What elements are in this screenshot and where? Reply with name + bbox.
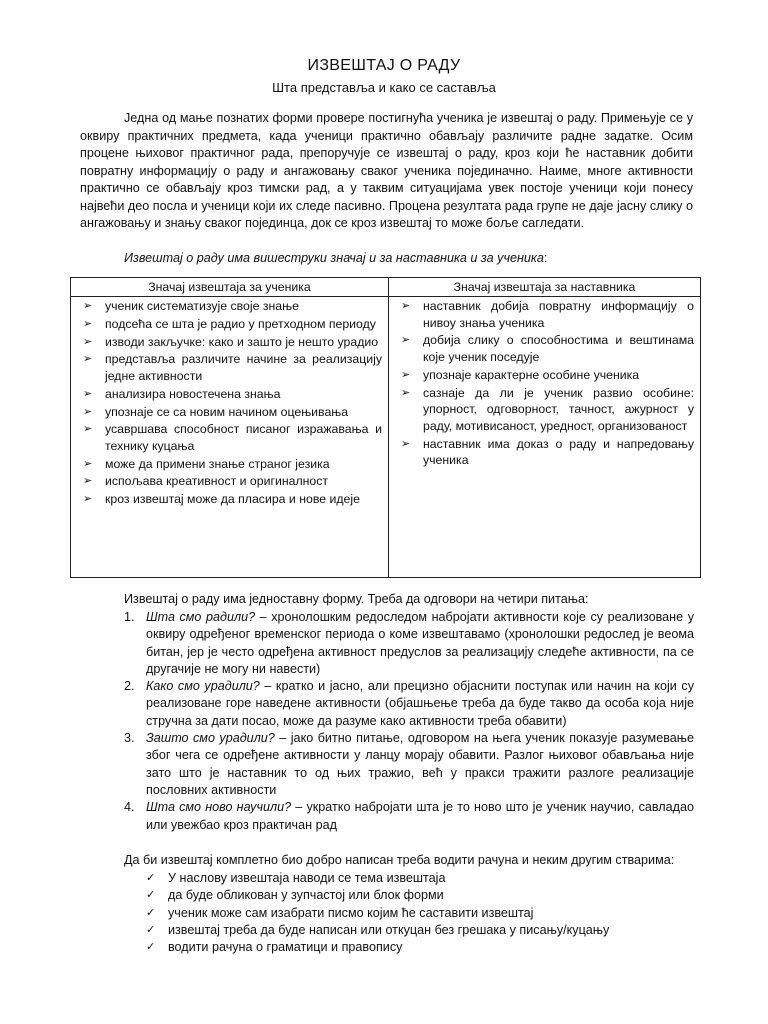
intro-paragraph: Једна од мање познатих форми провере постигнућа ученика је извештај о раду. Примењује се у оквиру практичних предмета, када ученици практично обављају различите радне задатке. Осим процене њиховог практичног рада, препоручује се извештај о раду, кроз који ће наставник добити повратну информацију о раду и ангажовању сваког ученика појединачно. Наиме, многе активности практично се обављају кроз тимски рад, а у таквим ситуацијама увек постоје ученици који понесу највећи део посла и ученици који их следе пасивно. Процена резултата рада групе не даје јасну слику о ангажовању и знању сваког појединца, док се кроз извештај то може боље сагледати.	[80, 111, 693, 230]
teacher-item-text: добија слику о способностима и вештинама које ученик поседује	[423, 333, 694, 364]
checkmark-icon: ✓	[146, 906, 156, 919]
table-intro-colon: :	[543, 251, 548, 265]
question-description: – хронолошким редоследом набројати активности које су реализоване у оквиру одређеног временског периода о коме извештавамо (хронолошки редослед је веома битан, јер је често одређена активност предуслов за реализацију следеће активности, па се другачије не могу ни навести)	[146, 610, 694, 676]
student-item	[75, 491, 382, 508]
header-student: Значај извештаја за ученика	[71, 278, 389, 297]
student-item-text: анализира новостечена знања	[105, 386, 281, 401]
check-item	[146, 905, 666, 922]
document-subtitle: Шта представља и како се саставља	[272, 80, 496, 95]
teacher-item	[393, 298, 694, 331]
question-description: – јако битно питање, одговором на њега ученик показује разумевање због чега се одређене активности у ланцу морају обавити. Разлог њиховог обављања није зато што је наставник то од њих тражио, већ у пракси тражити разлоге реализације пословних активности	[146, 731, 695, 797]
student-item-text: ученик систематизује своје знање	[105, 299, 299, 313]
check-item	[146, 939, 666, 956]
arrow-bullet-icon: ➢	[83, 300, 93, 312]
student-item-text: изводи закључке: како и зашто је нешто урадио	[105, 334, 379, 349]
arrow-bullet-icon: ➢	[83, 387, 93, 400]
student-column	[71, 297, 389, 578]
closing-intro-text: Да би извештај комплетно био добро написан треба водити рачуна и неким другим стварима:	[124, 853, 675, 867]
check-item	[146, 922, 666, 939]
question-number: 2.	[124, 679, 135, 694]
question-description: – укратко набројати шта је то ново што је ученик научио, савладао или увежбао кроз практичан рад	[146, 800, 694, 832]
document-title: ИЗВЕШТАЈ О РАДУ	[307, 57, 461, 74]
student-item	[75, 298, 382, 315]
arrow-bullet-icon: ➢	[83, 493, 93, 506]
teacher-column	[389, 297, 701, 578]
table-body-row	[71, 297, 701, 578]
question-item	[124, 609, 694, 678]
question-label: Шта смо радили?	[146, 610, 256, 624]
question-number: 3.	[124, 731, 135, 746]
form-intro-text: Извештај о раду има једноставну форму. Треба да одговори на четири питања:	[124, 592, 589, 606]
question-description: – кратко и јасно, али прецизно објаснити поступак или начин на који су реализоване горе наведене активности (објашњење треба да буде такво да особа која није стручна за дати посао, може да разуме како активности треба обавити)	[146, 679, 694, 728]
student-item	[75, 473, 382, 490]
question-label: Како смо урадили?	[146, 679, 260, 694]
teacher-item	[393, 332, 694, 365]
checkmark-icon: ✓	[146, 941, 156, 954]
student-item	[75, 404, 382, 421]
check-item	[146, 887, 666, 904]
student-significance-list	[75, 298, 382, 508]
arrow-bullet-icon: ➢	[83, 353, 93, 366]
arrow-bullet-icon: ➢	[83, 317, 93, 330]
student-item-text: кроз извештај може да пласира и нове идеје	[105, 492, 360, 507]
significance-table	[70, 277, 701, 578]
student-item	[75, 386, 382, 403]
student-item	[75, 351, 382, 384]
arrow-bullet-icon: ➢	[83, 475, 93, 488]
student-item	[75, 316, 382, 333]
question-item	[124, 678, 694, 730]
check-item	[146, 870, 666, 887]
check-item-text: ученик може сам изабрати писмо којим ће саставити извештај	[168, 905, 534, 920]
teacher-item-text: сазнаје да ли је ученик развио особине: упорност, одговорност, тачност, ажурност у раду, мотивисаност, уредност, организованост	[423, 385, 694, 433]
arrow-bullet-icon: ➢	[83, 423, 93, 436]
teacher-item	[393, 436, 694, 469]
student-item-text: може да примени знање страног језика	[105, 456, 330, 471]
header-teacher: Значај извештаја за наставника	[389, 278, 701, 297]
student-item-text: усавршава способност писаног изражавања и технику куцања	[105, 422, 382, 453]
table-intro-text	[124, 251, 704, 265]
question-number: 4.	[124, 800, 135, 815]
question-label: Шта смо ново научили?	[146, 800, 292, 815]
teacher-item	[393, 385, 694, 435]
question-item	[124, 730, 694, 799]
check-item-text: водити рачуна о граматици и правопису	[168, 940, 403, 955]
student-item	[75, 421, 382, 454]
arrow-bullet-icon: ➢	[401, 368, 411, 381]
student-item	[75, 456, 382, 473]
table-intro-label: Извештај о раду има вишеструки значај и за наставника и за ученика	[124, 251, 544, 265]
teacher-item-text: наставник има доказ о раду и напредовању ученика	[423, 436, 694, 468]
student-item-text: упознаје се са новим начином оцењивања	[105, 404, 349, 419]
arrow-bullet-icon: ➢	[83, 405, 93, 418]
student-item	[75, 334, 382, 351]
student-item-text: представља различите начине за реализацију једне активности	[105, 352, 382, 383]
student-item-text: испољава креативност и оригиналност	[105, 474, 329, 489]
check-item-text: извештај треба да буде написан или откуцан без грешака у писању/куцању	[168, 922, 610, 937]
question-number: 1.	[124, 610, 135, 624]
teacher-significance-list	[393, 298, 694, 469]
arrow-bullet-icon: ➢	[401, 300, 411, 312]
checkmark-icon: ✓	[146, 889, 156, 902]
question-list	[124, 609, 694, 834]
table-header-row	[71, 278, 701, 297]
teacher-item	[393, 367, 694, 384]
student-item-text: подсећа се шта је радио у претходном периоду	[105, 316, 376, 331]
arrow-bullet-icon: ➢	[83, 335, 93, 348]
arrow-bullet-icon: ➢	[83, 457, 93, 470]
checkmark-icon: ✓	[146, 923, 156, 936]
arrow-bullet-icon: ➢	[401, 386, 411, 399]
arrow-bullet-icon: ➢	[401, 437, 411, 450]
requirements-checklist	[146, 870, 666, 956]
question-label: Зашто смо урадили?	[146, 731, 275, 746]
checkmark-icon: ✓	[146, 872, 156, 884]
arrow-bullet-icon: ➢	[401, 334, 411, 347]
teacher-item-text: наставник добија повратну информацију о нивоу знања ученика	[423, 299, 694, 330]
check-item-text: У наслову извештаја наводи се тема извештаја	[168, 871, 446, 885]
question-item	[124, 799, 694, 834]
check-item-text: да буде обликован у зупчастој или блок форми	[168, 888, 444, 903]
teacher-item-text: упознаје карактерне особине ученика	[423, 367, 640, 382]
